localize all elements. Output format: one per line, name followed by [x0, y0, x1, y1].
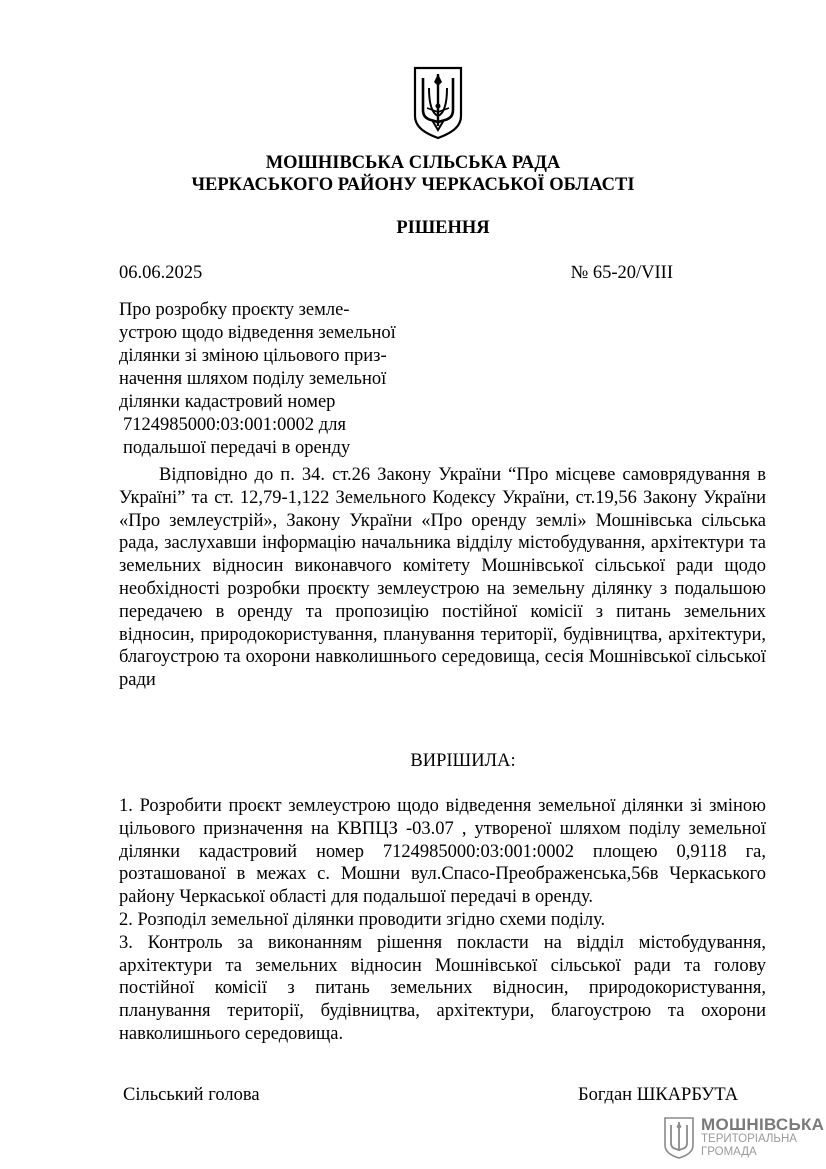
watermark-subtitle — [701, 1133, 797, 1159]
watermark-trident-icon — [664, 1117, 694, 1159]
subject-line: устрою щодо відведення земельної — [119, 323, 396, 343]
document-subject — [119, 299, 439, 460]
document-title: РІШЕННЯ — [396, 218, 490, 238]
subject-line: Про розробку проєкту земле- — [119, 300, 350, 320]
signature-position: Сільський голова — [123, 1085, 260, 1105]
subject-line: ділянки кадастровий номер — [119, 392, 336, 412]
decided-heading: ВИРІШИЛА: — [410, 751, 516, 771]
subject-line: ділянки зі зміною цільового приз- — [119, 346, 387, 366]
preamble-paragraph: Відповідно до п. 34. ст.26 Закону України “Про місцеве самоврядування в Україні” та ст. 12,79-1,122 Земельного Кодексу України, ст.19,56 Закону України «Про землеустрій», Закону України «Про оренду землі» Мошнівська сільська рада, заслухавши інформацію начальника відділу містобудування, архітектури та земельних відносин виконавчого комітету Мошнівської сільської ради щодо необхідності розробки проєкту землеустрою на земельну ділянку з подальшою передачею в оренду та пропозицію постійної комісії з питань земельних відносин, природокористування, планування території, будівництва, архітектури, благоустрою та охорони навколишнього середовища, сесія Мошнівської сільської ради — [119, 465, 766, 691]
subject-line: подальшої передачі в оренду — [123, 438, 351, 458]
decision-items — [119, 795, 766, 1046]
subject-line: начення шляхом поділу земельної — [119, 369, 387, 389]
coat-of-arms-icon — [413, 66, 463, 140]
watermark-line: ТЕРИТОРІАЛЬНА — [701, 1133, 797, 1145]
council-region: ЧЕРКАСЬКОГО РАЙОНУ ЧЕРКАСЬКОЇ ОБЛАСТІ — [191, 175, 635, 195]
decision-item: 3. Контроль за виконанням рішення покласти на відділ містобудування, архітектури та земельних відносин Мошнівської сільської ради та голову постійної комісії з питань земельних відносин, природокористування, планування території, будівництва, архітектури, благоустрою та охорони навколишнього середовища. — [119, 932, 766, 1044]
document-date: 06.06.2025 — [119, 263, 203, 283]
council-name: МОШНІВСЬКА СІЛЬСЬКА РАДА — [265, 153, 561, 173]
subject-line: 7124985000:03:001:0002 для — [123, 415, 346, 435]
decision-item: 2. Розподіл земельної ділянки проводити згідно схеми поділу. — [119, 909, 606, 930]
signature-name: Богдан ШКАРБУТА — [578, 1085, 739, 1105]
document-number: № 65-20/VIII — [570, 263, 673, 283]
community-watermark — [664, 1115, 825, 1161]
watermark-title: МОШНІВСЬКА — [701, 1115, 825, 1134]
decision-item: 1. Розробити проєкт землеустрою щодо відведення земельної ділянки зі зміною цільового призначення на КВПЦЗ -03.07 , утвореної шляхом поділу земельної ділянки кадастровий номер 7124985000:03:001:0002 площею 0,9118 га, розташованої в межах с. Мошни вул.Спасо-Преображенська,56в Черкаського району Черкаської області для подальшої передачі в оренду. — [119, 796, 766, 908]
watermark-line: ГРОМАДА — [701, 1146, 757, 1158]
